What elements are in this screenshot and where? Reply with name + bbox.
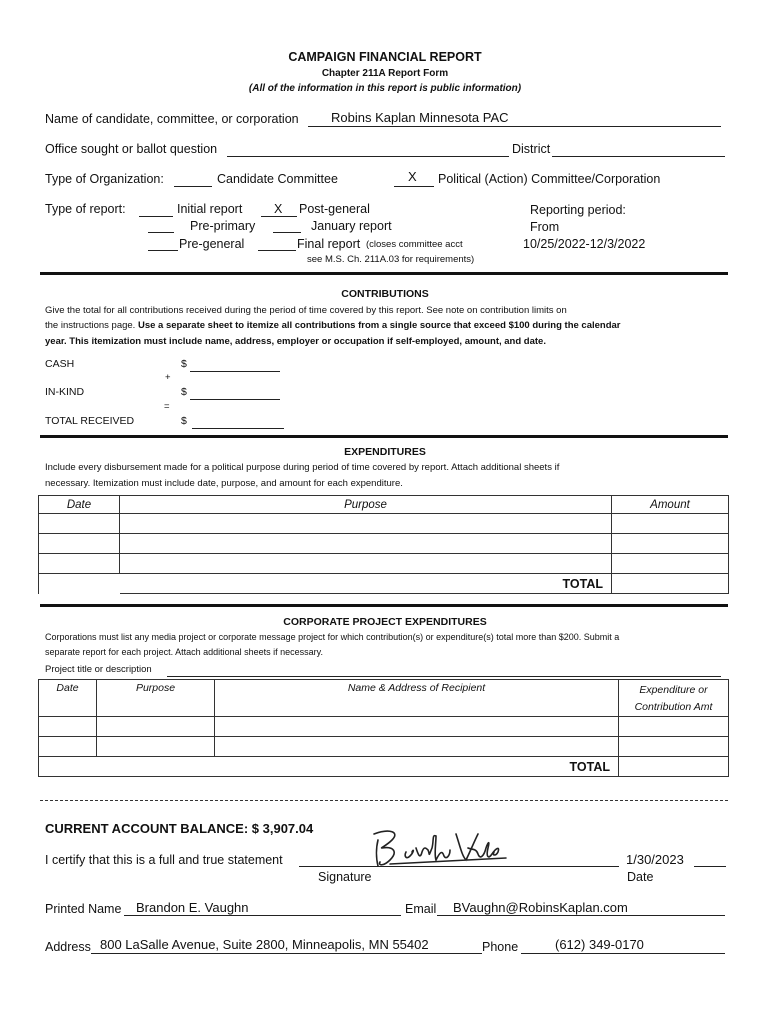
pre-general-checkbox[interactable]: [148, 250, 178, 251]
plus-sign: +: [165, 372, 171, 383]
email-label: Email: [405, 902, 437, 916]
post-general-checkbox[interactable]: [261, 216, 297, 217]
corp-purpose-cell[interactable]: [97, 717, 215, 737]
corp-date-cell[interactable]: [39, 737, 97, 757]
corporate-desc-1: Corporations must list any media project or corporate message project for which contribution(s) or expenditure(s) total more than $200. Submit a: [45, 632, 620, 642]
divider-corporate: [40, 604, 728, 607]
exp-amount-cell[interactable]: [612, 534, 729, 554]
exp-col-purpose: Purpose: [120, 496, 612, 514]
corporate-desc-2: separate report for each project. Attach additional sheets if necessary.: [45, 647, 323, 657]
corp-col-date: Date: [39, 680, 97, 717]
email-field[interactable]: BVaughn@RobinsKaplan.com: [453, 900, 628, 915]
office-field[interactable]: [227, 156, 509, 157]
office-label: Office sought or ballot question: [45, 142, 218, 156]
certify-date-label: Date: [627, 870, 654, 884]
divider-expenditures: [40, 435, 728, 438]
table-row: [39, 554, 729, 574]
candidate-committee-checkbox[interactable]: [174, 186, 212, 187]
post-general-mark: X: [274, 202, 283, 216]
printed-name-underline: [124, 915, 401, 916]
table-row: [39, 737, 729, 757]
name-label: Name of candidate, committee, or corporation: [45, 112, 299, 126]
total-received-label: TOTAL RECEIVED: [45, 415, 135, 427]
table-row: [39, 757, 729, 777]
table-row: [39, 514, 729, 534]
final-report-note: (closes committee acct: [366, 239, 463, 250]
table-row: [39, 574, 729, 594]
project-title-field[interactable]: [167, 676, 721, 677]
final-report-requirements: see M.S. Ch. 211A.03 for requirements): [307, 254, 475, 265]
expenditures-desc-2: necessary. Itemization must include date, purpose, and amount for each expenditure.: [45, 478, 403, 489]
corp-purpose-cell[interactable]: [97, 737, 215, 757]
contributions-desc-3: year. This itemization must include name, address, employer or occupation if self-employed, amount, and date.: [45, 336, 546, 347]
pac-label: Political (Action) Committee/Corporation: [438, 172, 661, 186]
from-label: From: [530, 220, 560, 234]
address-field[interactable]: 800 LaSalle Avenue, Suite 2800, Minneapolis, MN 55402: [100, 937, 429, 952]
exp-total-label: TOTAL: [120, 574, 612, 594]
inkind-dollar: $: [181, 386, 187, 398]
table-row: [39, 534, 729, 554]
pre-general-label: Pre-general: [179, 237, 245, 251]
exp-purpose-cell[interactable]: [120, 514, 612, 534]
district-label: District: [512, 142, 551, 156]
exp-amount-cell[interactable]: [612, 554, 729, 574]
exp-col-amount: Amount: [612, 496, 729, 514]
contributions-desc-2: [45, 320, 621, 331]
current-balance: CURRENT ACCOUNT BALANCE: $ 3,907.04: [45, 821, 314, 836]
project-title-label: Project title or description: [45, 664, 152, 675]
form-subtitle: Chapter 211A Report Form: [321, 68, 449, 79]
exp-col-date: Date: [39, 496, 120, 514]
cash-dollar: $: [181, 358, 187, 370]
post-general-label: Post-general: [299, 202, 370, 216]
corp-col-amount: [619, 680, 729, 717]
corp-date-cell[interactable]: [39, 717, 97, 737]
exp-total-cell[interactable]: [612, 574, 729, 594]
district-field[interactable]: [552, 156, 725, 157]
corp-recipient-cell[interactable]: [215, 717, 619, 737]
certify-date-value[interactable]: 1/30/2023: [626, 852, 684, 867]
form-note: (All of the information in this report is public information): [248, 83, 522, 94]
exp-date-cell[interactable]: [39, 554, 120, 574]
table-row: [39, 717, 729, 737]
email-underline: [437, 915, 725, 916]
report-type-label: Type of report:: [45, 202, 126, 216]
corp-col-amount-line2: Contribution Amt: [634, 701, 713, 713]
phone-label: Phone: [482, 940, 519, 954]
name-field[interactable]: Robins Kaplan Minnesota PAC: [331, 110, 509, 125]
january-report-label: January report: [311, 219, 392, 233]
expenditures-title: EXPENDITURES: [344, 446, 426, 458]
printed-name-field[interactable]: Brandon E. Vaughn: [136, 900, 249, 915]
exp-purpose-cell[interactable]: [120, 534, 612, 554]
form-title: CAMPAIGN FINANCIAL REPORT: [288, 50, 482, 64]
corp-amount-cell[interactable]: [619, 717, 729, 737]
corp-col-purpose: Purpose: [97, 680, 215, 717]
expenditures-table: [38, 495, 729, 594]
divider-contributions: [40, 272, 728, 275]
address-label: Address: [45, 940, 91, 954]
divider-balance: [40, 800, 728, 803]
pre-primary-checkbox[interactable]: [148, 232, 174, 233]
exp-date-cell[interactable]: [39, 534, 120, 554]
signature-label: Signature: [318, 870, 372, 884]
contributions-desc-2b: Use a separate sheet to itemize all contributions from a single source that exceed $100 during the calendar: [137, 320, 621, 331]
corp-recipient-cell[interactable]: [215, 737, 619, 757]
exp-purpose-cell[interactable]: [120, 554, 612, 574]
reporting-period-value[interactable]: 10/25/2022-12/3/2022: [523, 237, 646, 251]
name-underline: [308, 126, 721, 127]
certify-date-underline: [694, 866, 726, 867]
exp-date-cell[interactable]: [39, 514, 120, 534]
total-received-dollar: $: [181, 415, 187, 427]
reporting-period-label: Reporting period:: [530, 203, 626, 217]
candidate-committee-label: Candidate Committee: [217, 172, 338, 186]
certify-statement: I certify that this is a full and true statement: [45, 853, 283, 867]
address-underline: [91, 953, 482, 954]
inkind-field[interactable]: [190, 399, 280, 400]
corporate-title: CORPORATE PROJECT EXPENDITURES: [283, 616, 487, 628]
pre-primary-label: Pre-primary: [190, 219, 256, 233]
january-report-checkbox[interactable]: [273, 232, 301, 233]
total-received-field[interactable]: [192, 428, 284, 429]
final-report-label: Final report: [297, 237, 361, 251]
contributions-desc-1: Give the total for all contributions received during the period of time covered by this report. See note on contribution limits on: [45, 305, 567, 316]
corp-total-cell[interactable]: [619, 757, 729, 777]
initial-report-label: Initial report: [177, 202, 243, 216]
cash-field[interactable]: [190, 371, 280, 372]
corp-col-amount-line1: Expenditure or: [639, 684, 708, 696]
final-report-checkbox[interactable]: [258, 250, 296, 251]
initial-report-checkbox[interactable]: [139, 216, 173, 217]
corp-col-recipient: Name & Address of Recipient: [215, 680, 619, 717]
contributions-title: CONTRIBUTIONS: [341, 288, 429, 300]
contributions-desc-2a: the instructions page.: [45, 320, 138, 331]
phone-field[interactable]: (612) 349-0170: [555, 937, 644, 952]
phone-underline: [521, 953, 725, 954]
corp-total-label: TOTAL: [215, 757, 619, 777]
expenditures-desc-1: Include every disbursement made for a political purpose during period of time covered by report. Attach additional sheets if: [45, 462, 560, 473]
inkind-label: IN-KIND: [45, 386, 85, 398]
cash-label: CASH: [45, 358, 75, 370]
pac-checkbox[interactable]: [394, 186, 434, 187]
pac-mark: X: [408, 169, 417, 184]
exp-amount-cell[interactable]: [612, 514, 729, 534]
signature-image: [370, 826, 510, 870]
equals-sign: =: [164, 401, 170, 412]
org-type-label: Type of Organization:: [45, 172, 164, 186]
corp-amount-cell[interactable]: [619, 737, 729, 757]
printed-name-label: Printed Name: [45, 902, 122, 916]
corporate-table: [38, 679, 729, 777]
